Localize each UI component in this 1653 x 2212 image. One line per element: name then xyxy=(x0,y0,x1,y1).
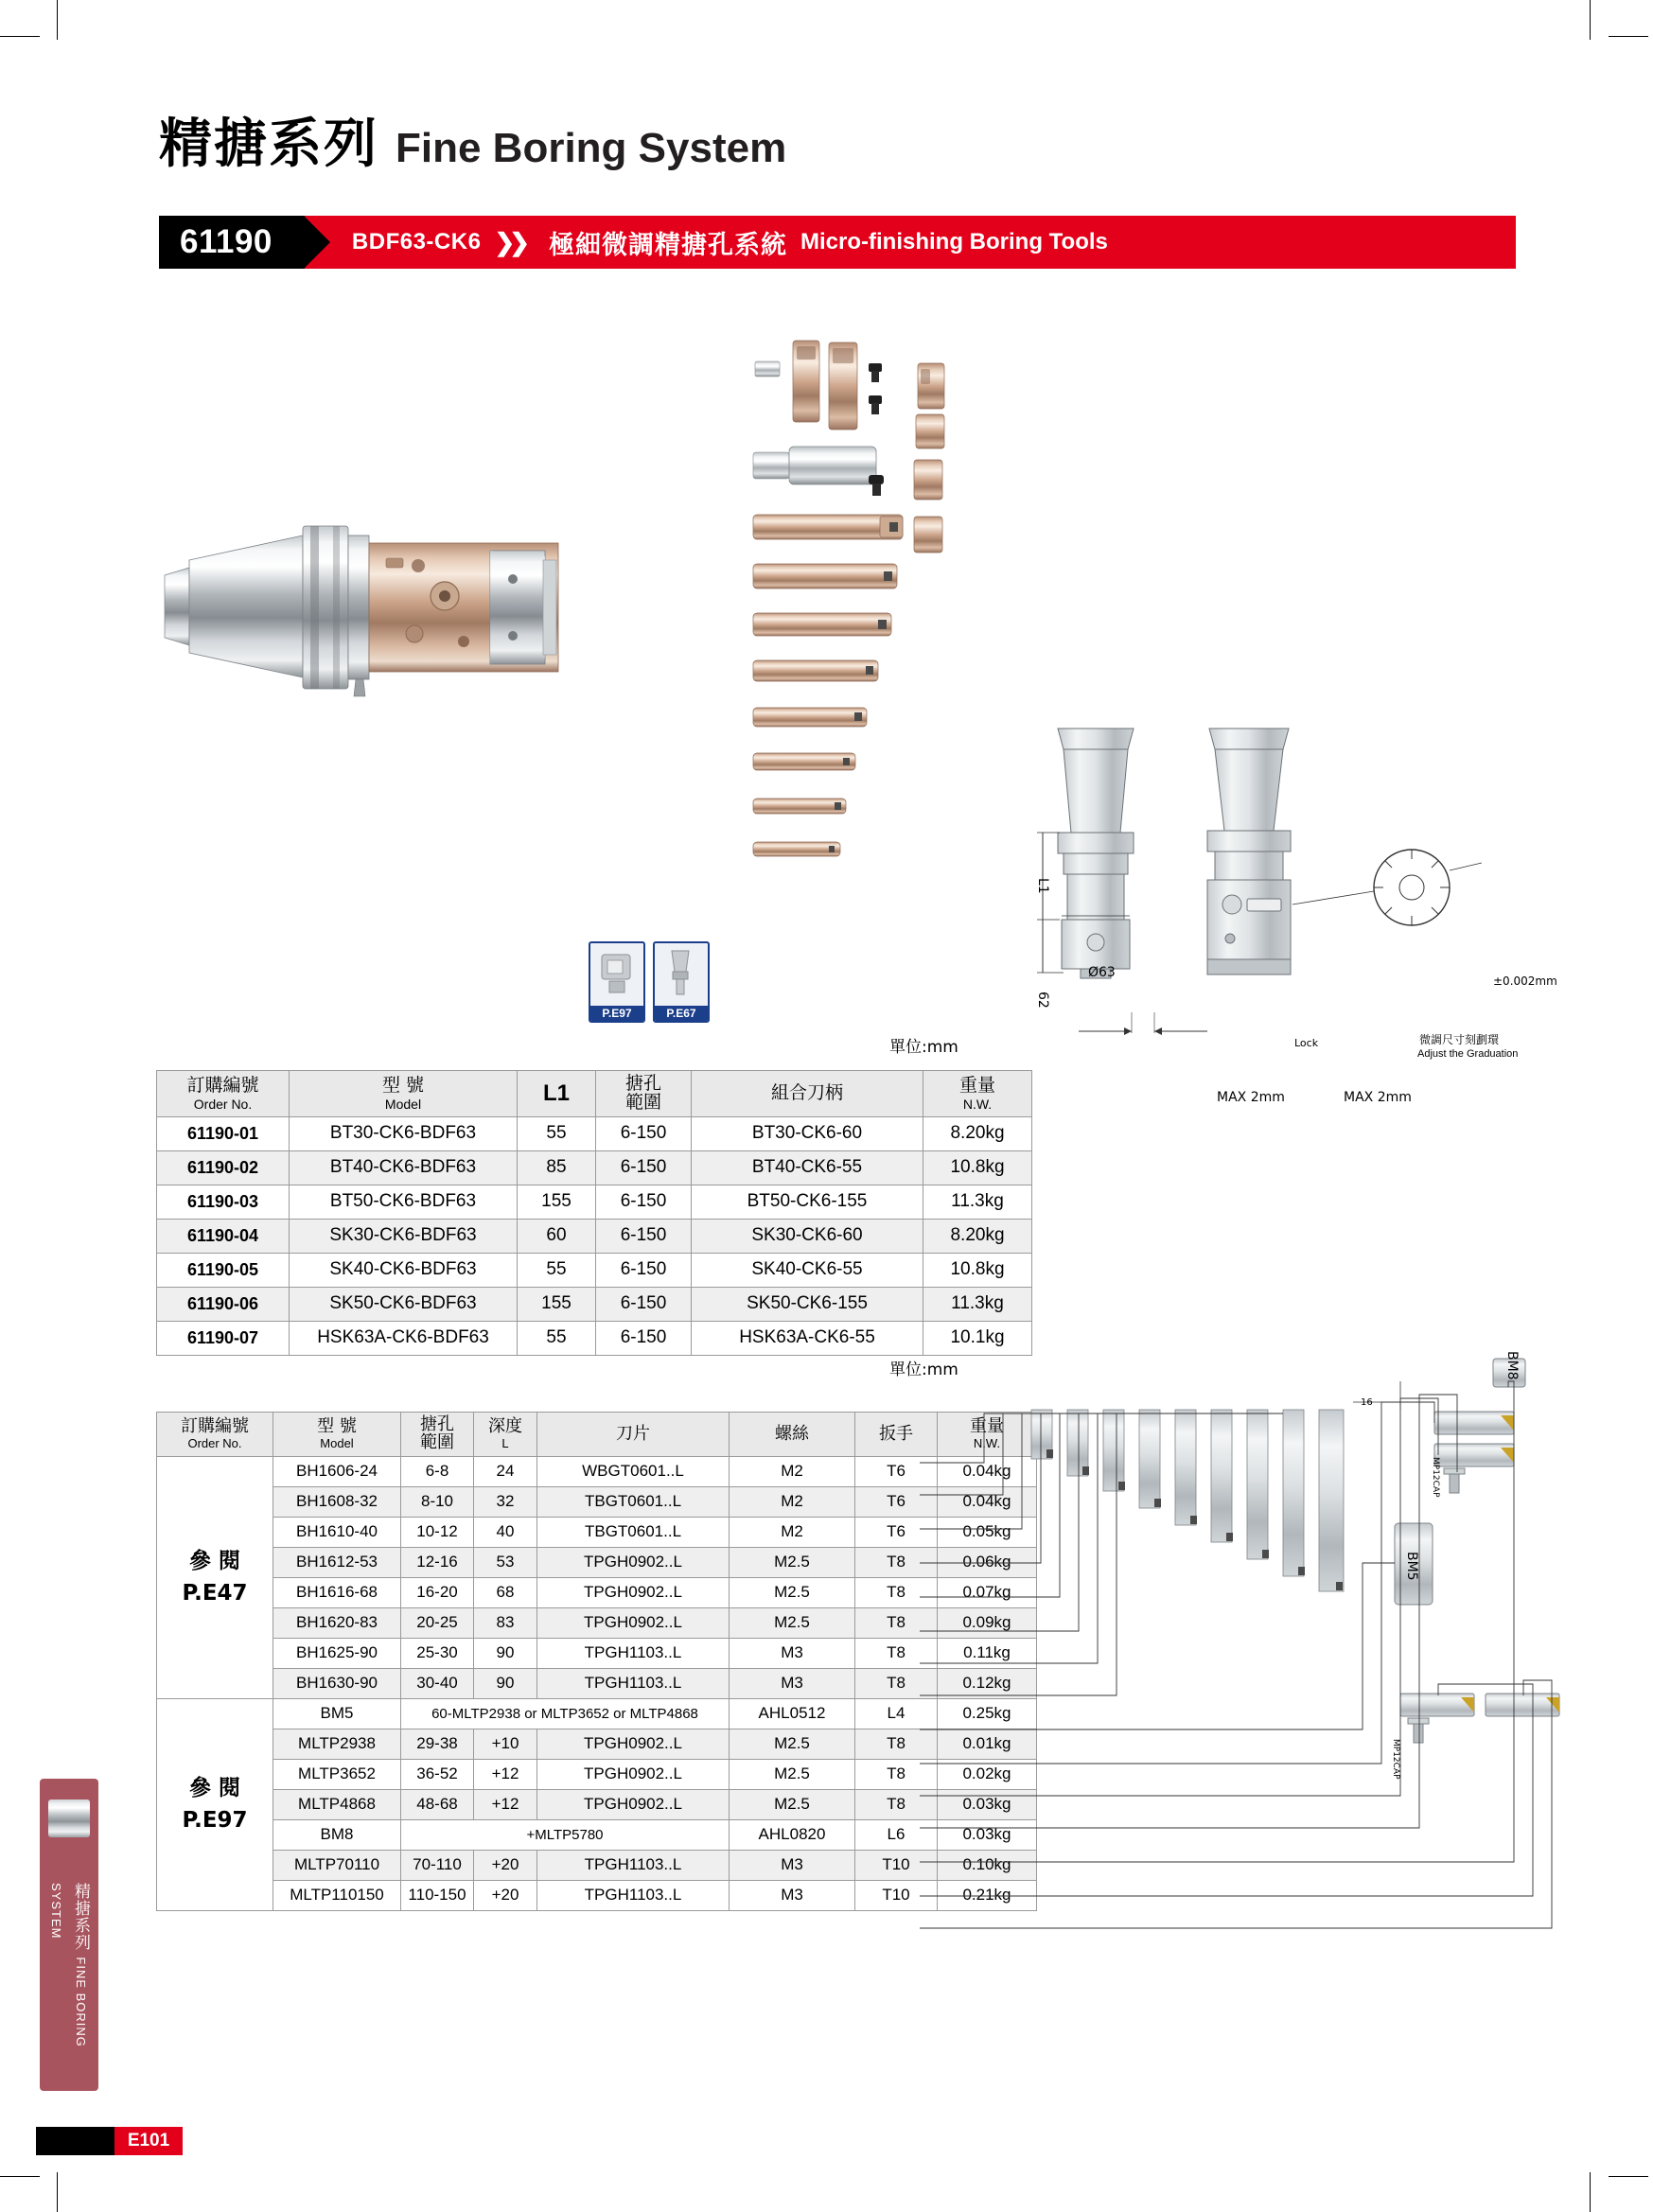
cell-l1: 60 xyxy=(518,1219,596,1253)
dim-dia63-label: Ø63 xyxy=(1088,965,1116,980)
page-title-en: Fine Boring System xyxy=(396,125,787,171)
graduation-label-en: Adjust the Graduation xyxy=(1417,1048,1519,1060)
cell-insert: TPGH0902..L xyxy=(537,1789,730,1819)
cell-model: MLTP110150 xyxy=(273,1880,401,1910)
cell-model: HSK63A-CK6-BDF63 xyxy=(290,1321,518,1355)
cell-wrench: T6 xyxy=(855,1486,938,1517)
cell-model: BM8 xyxy=(273,1819,401,1850)
bm5-label: BM5 xyxy=(1404,1552,1419,1581)
page-title-cn: 精搪系列 xyxy=(159,114,378,175)
cell-weight: 0.01kg xyxy=(938,1729,1037,1759)
order-table-bars xyxy=(156,1412,1037,1911)
cell-model: BM5 xyxy=(273,1698,401,1729)
cell-insert: WBGT0601..L xyxy=(537,1456,730,1486)
table-row xyxy=(157,1547,1037,1577)
cap-label-2: MP12CAP xyxy=(1391,1739,1400,1780)
table-row xyxy=(157,1850,1037,1880)
crop-mark xyxy=(57,0,58,40)
cell-weight: 10.8kg xyxy=(923,1150,1032,1185)
bm8-label: BM8 xyxy=(1504,1351,1520,1380)
cell-wrench: T6 xyxy=(855,1517,938,1547)
ref-label-pe67: P.E67 xyxy=(655,1006,708,1021)
cell-order-no: 61190-02 xyxy=(157,1150,290,1185)
series-code: 61190 xyxy=(180,223,273,260)
cell-insert: TPGH0902..L xyxy=(537,1729,730,1759)
technical-drawing xyxy=(1022,729,1609,1135)
cell-order-no: 61190-04 xyxy=(157,1219,290,1253)
cell-wrench: T8 xyxy=(855,1668,938,1698)
col-bore-range: 搪孔 範圍 xyxy=(401,1413,474,1457)
cell-range: 110-150 xyxy=(401,1880,474,1910)
crop-mark xyxy=(0,2176,40,2177)
cell-screw: M3 xyxy=(730,1850,855,1880)
cell-l1: 55 xyxy=(518,1321,596,1355)
side-tab-cn: 精搪系列 xyxy=(71,1883,90,1951)
cell-wrench: T10 xyxy=(855,1880,938,1910)
crop-mark xyxy=(1609,36,1648,37)
cell-wrench: L4 xyxy=(855,1698,938,1729)
table-header-row xyxy=(157,1413,1037,1457)
cell-depth: 53 xyxy=(474,1547,537,1577)
table-row xyxy=(157,1456,1037,1486)
col-wrench: 扳手 xyxy=(855,1413,938,1457)
cell-order-no: 61190-03 xyxy=(157,1185,290,1219)
cell-model: BT50-CK6-BDF63 xyxy=(290,1185,518,1219)
cell-holder: SK40-CK6-55 xyxy=(692,1253,923,1287)
cell-weight: 11.3kg xyxy=(923,1287,1032,1321)
cell-insert: TPGH0902..L xyxy=(537,1759,730,1789)
cell-screw: M3 xyxy=(730,1668,855,1698)
table-row xyxy=(157,1517,1037,1547)
cell-depth: 40 xyxy=(474,1517,537,1547)
cell-weight: 0.04kg xyxy=(938,1486,1037,1517)
cell-depth: +10 xyxy=(474,1729,537,1759)
table-row xyxy=(157,1253,1032,1287)
ref-label-pe97: P.E97 xyxy=(590,1006,643,1021)
table-row xyxy=(157,1486,1037,1517)
cell-weight: 0.03kg xyxy=(938,1819,1037,1850)
fine-boring-head-icon xyxy=(590,943,642,1004)
cell-weight: 10.8kg xyxy=(923,1253,1032,1287)
col-order-no: 訂購編號 Order No. xyxy=(157,1413,273,1457)
cell-range: 36-52 xyxy=(401,1759,474,1789)
cap-label-1: MP12CAP xyxy=(1431,1457,1440,1498)
cell-order-no: 61190-01 xyxy=(157,1116,290,1150)
chevron-right-icon: ❯❯ xyxy=(494,227,525,256)
crop-mark xyxy=(0,36,40,37)
max-right-label: MAX 2mm xyxy=(1344,1090,1412,1105)
units-label-1: 單位:mm xyxy=(889,1038,958,1057)
cell-range: 10-12 xyxy=(401,1517,474,1547)
table-header-row xyxy=(157,1071,1032,1117)
cell-weight: 8.20kg xyxy=(923,1116,1032,1150)
table-row xyxy=(157,1287,1032,1321)
cell-weight: 11.3kg xyxy=(923,1185,1032,1219)
cell-range: 8-10 xyxy=(401,1486,474,1517)
col-holder: 組合刀柄 xyxy=(692,1071,923,1117)
cell-model: BH1630-90 xyxy=(273,1668,401,1698)
table-row xyxy=(157,1880,1037,1910)
cell-insert: TPGH1103..L xyxy=(537,1880,730,1910)
cell-range: 6-150 xyxy=(596,1219,692,1253)
cell-weight: 0.06kg xyxy=(938,1547,1037,1577)
cell-insert: TBGT0601..L xyxy=(537,1486,730,1517)
cell-screw: M2.5 xyxy=(730,1547,855,1577)
col-model: 型 號 Model xyxy=(290,1071,518,1117)
cell-model: BH1620-83 xyxy=(273,1607,401,1638)
section-side-tab xyxy=(40,1779,98,2091)
cell-weight: 0.12kg xyxy=(938,1668,1037,1698)
order-table-holders xyxy=(156,1070,1032,1356)
table-row xyxy=(157,1759,1037,1789)
ref-cell-pe47[interactable]: 參 閱 P.E47 xyxy=(157,1456,273,1698)
table-body xyxy=(157,1116,1032,1355)
cell-l1: 85 xyxy=(518,1150,596,1185)
cell-model: BH1612-53 xyxy=(273,1547,401,1577)
cell-screw: M2 xyxy=(730,1456,855,1486)
cell-holder: SK50-CK6-155 xyxy=(692,1287,923,1321)
cell-wrench: T8 xyxy=(855,1577,938,1607)
cell-weight: 0.10kg xyxy=(938,1850,1037,1880)
cell-order-no: 61190-06 xyxy=(157,1287,290,1321)
cell-depth: 90 xyxy=(474,1638,537,1668)
series-code-chip xyxy=(159,216,305,269)
table-row xyxy=(157,1698,1037,1729)
cell-range: 25-30 xyxy=(401,1638,474,1668)
cell-wrench: T8 xyxy=(855,1547,938,1577)
col-bore-range: 搪孔 範圍 xyxy=(596,1071,692,1117)
boring-head-icon xyxy=(48,1799,90,1837)
cell-weight: 10.1kg xyxy=(923,1321,1032,1355)
table-row xyxy=(157,1789,1037,1819)
table-body xyxy=(157,1456,1037,1910)
cell-l1: 55 xyxy=(518,1253,596,1287)
table-row xyxy=(157,1819,1037,1850)
cell-range: 6-150 xyxy=(596,1150,692,1185)
cell-screw: M2.5 xyxy=(730,1607,855,1638)
cell-weight: 0.05kg xyxy=(938,1517,1037,1547)
cell-order-no: 61190-07 xyxy=(157,1321,290,1355)
page-footer xyxy=(36,2127,183,2155)
cell-depth: 83 xyxy=(474,1607,537,1638)
table-row xyxy=(157,1668,1037,1698)
cell-model: SK40-CK6-BDF63 xyxy=(290,1253,518,1287)
cell-wrench: T8 xyxy=(855,1759,938,1789)
cell-model: BH1608-32 xyxy=(273,1486,401,1517)
side-tab-text xyxy=(45,1883,93,2091)
dim-l1-label: L1 xyxy=(1035,878,1050,894)
ref-thumb-pe97[interactable] xyxy=(589,941,645,1023)
cell-wrench: T6 xyxy=(855,1456,938,1486)
cell-model: MLTP3652 xyxy=(273,1759,401,1789)
cell-wrench: T8 xyxy=(855,1607,938,1638)
cell-model: BT40-CK6-BDF63 xyxy=(290,1150,518,1185)
page-title xyxy=(159,102,786,178)
max-left-label: MAX 2mm xyxy=(1217,1090,1285,1105)
cell-model: BH1625-90 xyxy=(273,1638,401,1668)
cell-model: MLTP70110 xyxy=(273,1850,401,1880)
cell-holder: BT50-CK6-155 xyxy=(692,1185,923,1219)
table-row xyxy=(157,1577,1037,1607)
table-row xyxy=(157,1638,1037,1668)
cell-depth: 24 xyxy=(474,1456,537,1486)
cell-model: SK50-CK6-BDF63 xyxy=(290,1287,518,1321)
cell-holder: SK30-CK6-60 xyxy=(692,1219,923,1253)
cell-range: 16-20 xyxy=(401,1577,474,1607)
table-row xyxy=(157,1729,1037,1759)
table-row xyxy=(157,1219,1032,1253)
cell-screw: M2 xyxy=(730,1486,855,1517)
dim-62-label: 62 xyxy=(1035,992,1050,1009)
crop-mark xyxy=(1609,2176,1648,2177)
cell-model: MLTP2938 xyxy=(273,1729,401,1759)
cell-wrench: T10 xyxy=(855,1850,938,1880)
cell-range: 12-16 xyxy=(401,1547,474,1577)
cell-depth: +12 xyxy=(474,1789,537,1819)
cell-wrench: T8 xyxy=(855,1638,938,1668)
cell-l1: 155 xyxy=(518,1185,596,1219)
tolerance-label: ±0.002mm xyxy=(1493,974,1557,988)
col-model: 型 號 Model xyxy=(273,1413,401,1457)
crop-mark xyxy=(1590,2172,1591,2212)
cell-range: 70-110 xyxy=(401,1850,474,1880)
cell-range: 48-68 xyxy=(401,1789,474,1819)
table-row xyxy=(157,1116,1032,1150)
series-title-en: Micro-finishing Boring Tools xyxy=(800,229,1108,255)
cell-range: 6-150 xyxy=(596,1116,692,1150)
col-l1: L1 xyxy=(518,1071,596,1117)
ref-thumb-pe67[interactable] xyxy=(653,941,710,1023)
col-weight: 重量 N.W. xyxy=(923,1071,1032,1117)
cell-weight: 0.07kg xyxy=(938,1577,1037,1607)
cell-weight: 0.21kg xyxy=(938,1880,1037,1910)
units-label-2: 單位:mm xyxy=(889,1361,958,1379)
cell-range: 29-38 xyxy=(401,1729,474,1759)
cell-range: 6-8 xyxy=(401,1456,474,1486)
cell-screw: M2 xyxy=(730,1517,855,1547)
cell-screw: AHL0820 xyxy=(730,1819,855,1850)
cell-range: 6-150 xyxy=(596,1321,692,1355)
cell-model: BH1606-24 xyxy=(273,1456,401,1486)
cell-depth: +12 xyxy=(474,1759,537,1789)
col-weight: 重量 N.W. xyxy=(938,1413,1037,1457)
cell-insert: TPGH0902..L xyxy=(537,1547,730,1577)
cell-wrench: T8 xyxy=(855,1729,938,1759)
cell-model: SK30-CK6-BDF63 xyxy=(290,1219,518,1253)
lock-label: Lock xyxy=(1294,1037,1319,1049)
cell-model: BH1616-68 xyxy=(273,1577,401,1607)
series-title-cn: 極細微調精搪孔系統 xyxy=(549,230,788,260)
cell-wrench: L6 xyxy=(855,1819,938,1850)
product-photo-main xyxy=(161,501,747,719)
cell-insert: TPGH0902..L xyxy=(537,1607,730,1638)
series-model: BDF63-CK6 xyxy=(351,229,482,255)
cell-range: 6-150 xyxy=(596,1185,692,1219)
cell-weight: 0.04kg xyxy=(938,1456,1037,1486)
cell-model: BH1610-40 xyxy=(273,1517,401,1547)
col-insert: 刀片 xyxy=(537,1413,730,1457)
cell-model: MLTP4868 xyxy=(273,1789,401,1819)
cell-weight: 0.03kg xyxy=(938,1789,1037,1819)
cell-weight: 0.11kg xyxy=(938,1638,1037,1668)
cell-span-note: +MLTP5780 xyxy=(401,1819,730,1850)
cell-insert: TPGH1103..L xyxy=(537,1638,730,1668)
series-banner xyxy=(159,216,1516,269)
cell-range: 30-40 xyxy=(401,1668,474,1698)
cell-l1: 155 xyxy=(518,1287,596,1321)
cell-screw: M2.5 xyxy=(730,1759,855,1789)
cell-screw: M3 xyxy=(730,1638,855,1668)
cell-depth: +20 xyxy=(474,1850,537,1880)
cell-wrench: T8 xyxy=(855,1789,938,1819)
cell-weight: 0.09kg xyxy=(938,1607,1037,1638)
crop-mark xyxy=(57,2172,58,2212)
col-order-no: 訂購編號 Order No. xyxy=(157,1071,290,1117)
table-row xyxy=(157,1321,1032,1355)
crop-mark xyxy=(1590,0,1591,40)
cell-screw: AHL0512 xyxy=(730,1698,855,1729)
cell-l1: 55 xyxy=(518,1116,596,1150)
cell-screw: M3 xyxy=(730,1880,855,1910)
cell-screw: M2.5 xyxy=(730,1789,855,1819)
cell-order-no: 61190-05 xyxy=(157,1253,290,1287)
ref-cell-pe97[interactable]: 參 閱 P.E97 xyxy=(157,1698,273,1910)
taper-holder-icon xyxy=(655,943,706,1004)
cell-holder: BT40-CK6-55 xyxy=(692,1150,923,1185)
cell-depth: 68 xyxy=(474,1577,537,1607)
cell-weight: 0.02kg xyxy=(938,1759,1037,1789)
col-depth: 深度 L xyxy=(474,1413,537,1457)
cell-span-note: 60-MLTP2938 or MLTP3652 or MLTP4868 xyxy=(401,1698,730,1729)
cell-range: 6-150 xyxy=(596,1253,692,1287)
side-tab-en: FINE BORING SYSTEM xyxy=(49,1883,88,2047)
cell-model: BT30-CK6-BDF63 xyxy=(290,1116,518,1150)
cell-range: 20-25 xyxy=(401,1607,474,1638)
graduation-label-cn: 微調尺寸刻劃環 xyxy=(1419,1033,1500,1046)
cell-depth: 32 xyxy=(474,1486,537,1517)
cell-weight: 8.20kg xyxy=(923,1219,1032,1253)
cell-range: 6-150 xyxy=(596,1287,692,1321)
cell-insert: TPGH0902..L xyxy=(537,1577,730,1607)
cell-depth: 90 xyxy=(474,1668,537,1698)
cell-weight: 0.25kg xyxy=(938,1698,1037,1729)
col-screw: 螺絲 xyxy=(730,1413,855,1457)
table-row xyxy=(157,1185,1032,1219)
cell-screw: M2.5 xyxy=(730,1729,855,1759)
cell-screw: M2.5 xyxy=(730,1577,855,1607)
cell-holder: HSK63A-CK6-55 xyxy=(692,1321,923,1355)
cell-insert: TPGH1103..L xyxy=(537,1668,730,1698)
accessory-schematic xyxy=(1022,1343,1627,2063)
cell-insert: TPGH1103..L xyxy=(537,1850,730,1880)
cell-insert: TBGT0601..L xyxy=(537,1517,730,1547)
table-row xyxy=(157,1607,1037,1638)
table-row xyxy=(157,1150,1032,1185)
page-number: E101 xyxy=(114,2127,183,2155)
dim-16-label: 16 xyxy=(1361,1397,1373,1408)
cell-holder: BT30-CK6-60 xyxy=(692,1116,923,1150)
cell-depth: +20 xyxy=(474,1880,537,1910)
